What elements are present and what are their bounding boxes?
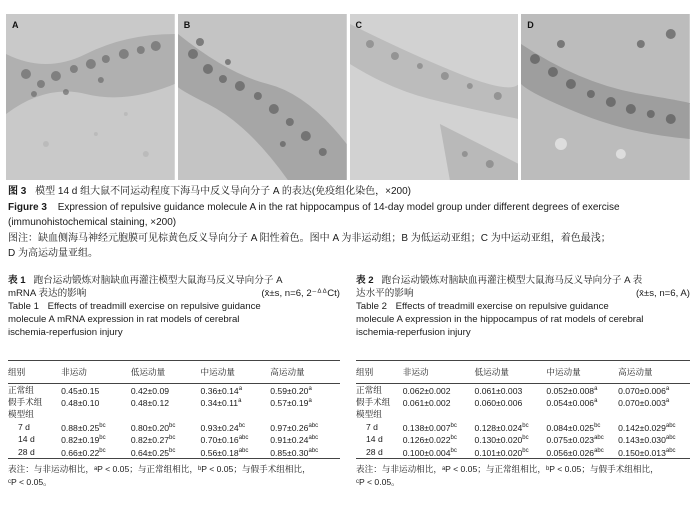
table-cell xyxy=(403,445,475,460)
table-row xyxy=(356,396,690,408)
cell-value: 0.126±0.022 xyxy=(402,435,451,446)
table-2-header-low: 低运动量 xyxy=(474,366,509,377)
panel-label-d: D xyxy=(527,20,534,30)
cell-value: 0.42±0.09 xyxy=(130,385,169,396)
table-cell xyxy=(403,395,475,410)
table-1-grid xyxy=(8,360,340,489)
row-group-label: 7 d xyxy=(366,421,378,432)
cell-value: 0.150±0.013 xyxy=(618,447,666,458)
cell-value: 0.97±0.26 xyxy=(270,422,309,433)
cell-value: 0.64±0.25 xyxy=(130,447,169,458)
micrograph-panel-d xyxy=(521,14,690,180)
micrograph-panel-c xyxy=(350,14,519,180)
table-cell xyxy=(618,445,690,460)
significance-mark: bc xyxy=(99,447,106,454)
table-2-label: 表 2 xyxy=(356,275,374,286)
cell-value: 0.36±0.14 xyxy=(200,385,239,396)
significance-mark: a xyxy=(665,385,670,392)
cell-value: 0.48±0.10 xyxy=(61,398,100,409)
cell-value: 0.138±0.007 xyxy=(402,422,451,433)
table-2-header-none: 非运动 xyxy=(402,366,429,377)
figure-caption xyxy=(8,184,688,262)
cell-value: 0.70±0.16 xyxy=(200,435,239,446)
row-group-label: 14 d xyxy=(18,434,35,445)
cell-value: 0.075±0.023 xyxy=(546,435,595,446)
panel-label-c: C xyxy=(355,20,362,30)
micrograph-c-image xyxy=(350,14,519,180)
table-2-en-label: Table 2 xyxy=(356,301,387,312)
micrograph-panel-b xyxy=(178,14,347,180)
micrograph-a-image xyxy=(6,14,175,180)
table-1-header-low: 低运动量 xyxy=(130,366,166,377)
significance-mark: abc xyxy=(308,435,319,442)
significance-mark: abc xyxy=(238,447,249,454)
significance-mark: abc xyxy=(308,447,319,454)
significance-mark: bc xyxy=(99,422,106,429)
significance-mark: bc xyxy=(594,422,601,429)
table-cell xyxy=(475,395,547,410)
significance-mark: a xyxy=(238,385,243,392)
row-group-label: 28 d xyxy=(18,446,35,457)
table-cell xyxy=(546,445,618,460)
significance-mark: bc xyxy=(450,422,457,429)
cell-value: 0.101±0.020 xyxy=(474,447,523,458)
table-1-note-line2: ᶜP < 0.05。 xyxy=(8,477,52,488)
caption-note-line2: D 为高运动量亚组。 xyxy=(8,248,98,259)
significance-mark: abc xyxy=(665,447,676,454)
micrograph-b-image xyxy=(178,14,347,180)
cell-value: 0.82±0.27 xyxy=(130,435,169,446)
cell-value: 0.45±0.15 xyxy=(61,385,100,396)
table-2-stats: (x̄±s, n=6, A) xyxy=(635,288,690,299)
table-cell xyxy=(61,445,131,460)
table-cell xyxy=(61,395,131,410)
table-2-header-mid: 中运动量 xyxy=(546,366,581,377)
significance-mark: abc xyxy=(238,435,249,442)
significance-mark: bc xyxy=(238,422,246,429)
micrograph-panel-a xyxy=(6,14,175,180)
cell-value: 0.056±0.026 xyxy=(546,447,595,458)
table-2-title-line1: 跑台运动锻炼对脑缺血再灌注模型大鼠海马反义导向分子 A 表 xyxy=(381,275,643,286)
table-1-title-row2 xyxy=(8,287,340,300)
table-1-en-line1: Effects of treadmill exercise on repulsive guidance xyxy=(47,301,261,312)
caption-en xyxy=(8,200,688,216)
cell-value: 0.48±0.12 xyxy=(130,398,169,409)
table-1-header-group: 组别 xyxy=(8,366,26,377)
cell-value: 0.100±0.004 xyxy=(402,447,451,458)
cell-value: 0.56±0.18 xyxy=(200,447,239,458)
significance-mark: abc xyxy=(665,435,676,442)
significance-mark: a xyxy=(594,385,598,392)
cell-value: 0.88±0.25 xyxy=(61,422,100,433)
cell-value: 0.130±0.020 xyxy=(474,435,523,446)
table-2-note xyxy=(356,463,690,489)
table-2-note-line2: ᶜP < 0.05。 xyxy=(356,477,400,488)
significance-mark: a xyxy=(308,398,312,405)
table-cell xyxy=(475,445,547,460)
table-1-en-title xyxy=(8,300,340,313)
table-2-header-row xyxy=(356,361,690,383)
cell-value: 0.143±0.030 xyxy=(618,435,666,446)
table-cell xyxy=(201,445,271,460)
cell-value: 0.070±0.003 xyxy=(618,398,666,409)
table-1-en-line3: ischemia-reperfusion injury xyxy=(8,327,123,338)
significance-mark: a xyxy=(594,398,598,405)
table-1-header-row xyxy=(8,361,340,383)
row-group-label: 假手术组 xyxy=(356,397,391,408)
table-2-en-title xyxy=(356,300,690,313)
row-group-label: 正常组 xyxy=(8,384,34,395)
table-row xyxy=(356,446,690,458)
cell-value: 0.93±0.24 xyxy=(200,422,239,433)
cell-value: 0.084±0.025 xyxy=(546,422,595,433)
caption-en-text: Expression of repulsive guidance molecule A in the rat hippocampus of 14-day model group under different degrees of exercise xyxy=(57,201,620,213)
row-group-label: 正常组 xyxy=(356,384,382,395)
cell-value: 0.062±0.002 xyxy=(402,385,451,396)
row-group-label: 模型组 xyxy=(8,409,34,420)
table-cell xyxy=(270,395,340,410)
panel-label-a: A xyxy=(12,20,19,30)
cell-value: 0.061±0.002 xyxy=(402,398,451,409)
table-1-label: 表 1 xyxy=(8,275,26,286)
table-1-en-label: Table 1 xyxy=(8,301,39,312)
cell-value: 0.052±0.008 xyxy=(546,385,595,396)
significance-mark: bc xyxy=(99,435,106,442)
significance-mark: a xyxy=(665,398,670,405)
table-2-en-line2: molecule A expression in the hippocampus of rat models of cerebral xyxy=(356,314,644,325)
cell-value: 0.91±0.24 xyxy=(270,435,309,446)
micrograph-d-image xyxy=(521,14,690,180)
significance-mark: abc xyxy=(665,422,676,429)
table-cell xyxy=(131,445,201,460)
cell-value: 0.85±0.30 xyxy=(270,447,309,458)
significance-mark: bc xyxy=(169,447,176,454)
cell-value: 0.061±0.003 xyxy=(474,385,523,396)
table-1 xyxy=(8,274,340,488)
caption-en-label: Figure 3 xyxy=(8,201,47,213)
significance-mark: a xyxy=(238,398,242,405)
significance-mark: bc xyxy=(450,447,457,454)
cell-value: 0.142±0.029 xyxy=(618,422,666,433)
cell-value: 0.66±0.22 xyxy=(61,447,100,458)
cell-value: 0.060±0.006 xyxy=(474,398,523,409)
table-2-en-line1: Effects of treadmill exercise on repulsive guidance xyxy=(395,301,609,312)
cell-value: 0.054±0.006 xyxy=(546,398,595,409)
cell-value: 0.59±0.20 xyxy=(270,385,309,396)
significance-mark: abc xyxy=(308,422,319,429)
panel-label-b: B xyxy=(183,20,191,30)
significance-mark: abc xyxy=(594,435,604,442)
cell-value: 0.070±0.006 xyxy=(618,385,666,396)
table-1-header-none: 非运动 xyxy=(61,366,87,377)
figure-3-panels xyxy=(6,14,690,180)
significance-mark: abc xyxy=(594,447,604,454)
table-2-grid xyxy=(356,360,690,489)
row-group-label: 14 d xyxy=(366,434,383,445)
row-group-label: 7 d xyxy=(18,421,30,432)
table-1-title-line1: 跑台运动锻炼对脑缺血再灌注模型大鼠海马反义导向分子 A xyxy=(33,275,283,286)
cell-value: 0.34±0.11 xyxy=(200,398,239,409)
table-1-body xyxy=(8,384,340,458)
table-cell xyxy=(546,395,618,410)
table-2-title-row2 xyxy=(356,287,690,300)
significance-mark: a xyxy=(308,385,312,392)
table-2-en-line3: ischemia-reperfusion injury xyxy=(356,327,471,338)
table-2-note-line1: 表注：与非运动相比，ᵃP < 0.05；与正常组相比，ᵇP < 0.05；与假手术组相比， xyxy=(356,464,659,475)
significance-mark: bc xyxy=(522,435,529,442)
table-1-note-line1: 表注：与非运动相比，ᵃP < 0.05；与正常组相比，ᵇP < 0.05；与假手术组相比， xyxy=(8,464,311,475)
table-1-title xyxy=(8,274,340,287)
row-group-label: 假手术组 xyxy=(8,397,43,408)
cell-value: 0.57±0.19 xyxy=(270,398,309,409)
table-1-header-mid: 中运动量 xyxy=(200,366,235,377)
significance-mark: bc xyxy=(169,435,176,442)
row-group-label: 模型组 xyxy=(356,409,382,420)
significance-mark: bc xyxy=(522,447,529,454)
table-row xyxy=(8,446,340,458)
cell-value: 0.82±0.19 xyxy=(61,435,100,446)
table-2-title-line2: 达水平的影响 xyxy=(356,288,414,299)
significance-mark: bc xyxy=(522,422,529,429)
table-2-body xyxy=(356,384,690,458)
table-2 xyxy=(356,274,690,488)
caption-cn-label: 图 3 xyxy=(8,186,27,197)
row-group-label: 28 d xyxy=(366,446,383,457)
significance-mark: bc xyxy=(450,435,457,442)
caption-cn xyxy=(8,184,688,200)
cell-value: 0.80±0.20 xyxy=(130,422,169,433)
table-2-header-high: 高运动量 xyxy=(618,366,653,377)
table-cell xyxy=(201,395,271,410)
table-1-header-high: 高运动量 xyxy=(270,366,305,377)
table-cell xyxy=(131,395,201,410)
caption-en-line2: (immunohistochemical staining, ×200) xyxy=(8,217,177,228)
table-2-title xyxy=(356,274,690,287)
table-2-header-group: 组别 xyxy=(356,366,374,377)
table-cell xyxy=(270,445,340,460)
table-cell xyxy=(618,395,690,410)
caption-note-line1: 图注：缺血侧海马神经元胞膜可见棕黄色反义导向分子 A 阳性着色。图中 A 为非运动组；B 为低运动亚组；C 为中运动亚组，着色最浅； xyxy=(8,232,611,244)
table-1-note xyxy=(8,463,340,489)
table-1-en-line2: molecule A mRNA expression in rat models of cerebral xyxy=(8,314,240,325)
table-1-stats: (x̄±s, n=6, 2⁻ᐞᐞCt) xyxy=(261,288,340,299)
cell-value: 0.128±0.024 xyxy=(474,422,523,433)
table-1-title-line2: mRNA 表达的影响 xyxy=(8,288,87,299)
caption-cn-text: 模型 14 d 组大鼠不同运动程度下海马中反义导向分子 A 的表达(免疫组化染色，×200) xyxy=(35,186,412,197)
significance-mark: bc xyxy=(169,422,176,429)
table-row xyxy=(8,396,340,408)
